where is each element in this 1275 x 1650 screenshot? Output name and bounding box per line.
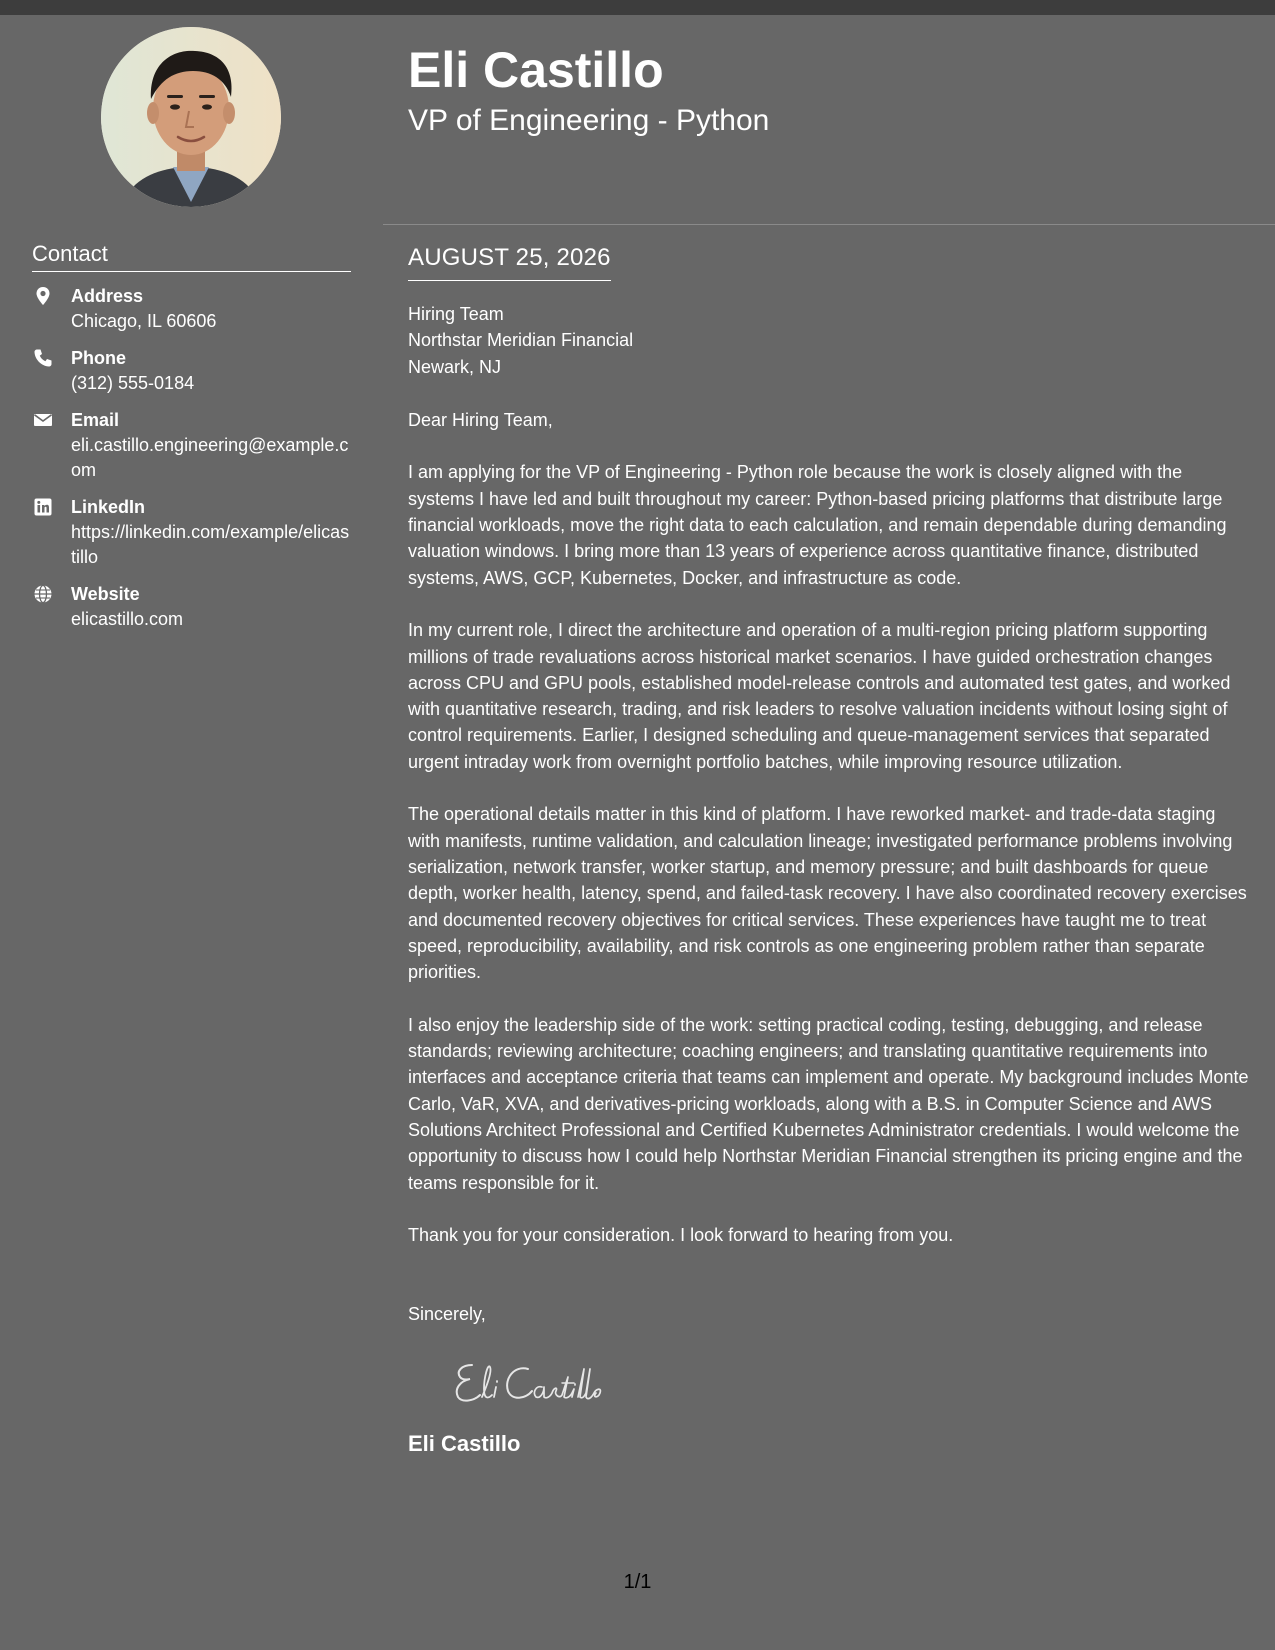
contact-label: Website — [71, 584, 140, 604]
contact-item-website — [32, 582, 352, 632]
candidate-title: VP of Engineering - Python — [408, 104, 770, 137]
contact-item-email — [32, 408, 352, 483]
location-pin-icon — [33, 286, 53, 306]
letter-paragraph: In my current role, I direct the architecture and operation of a multi-region pricing platform supporting millions of trade revaluations across historical market scenarios. I have guided orchestration changes across CPU and GPU pools, established model-release controls and automated test gates, and worked with quantitative research, trading, and risk leaders to resolve valuation incidents without losing sight of control requirements. Earlier, I designed scheduling and queue-management services that separated urgent intraday work from overnight portfolio batches, while improving resource utilization. — [408, 620, 1231, 772]
contact-label: Email — [71, 410, 120, 430]
profile-photo — [101, 27, 281, 207]
letter-paragraph: Thank you for your consideration. I look forward to hearing from you. — [408, 1225, 954, 1246]
recipient-line: Newark, NJ — [408, 356, 502, 377]
contact-value: eli.castillo.engineering@example.com — [71, 435, 349, 480]
contact-list — [32, 284, 352, 644]
contact-label: Phone — [71, 348, 127, 368]
page-number: 1/1 — [623, 1571, 652, 1593]
recipient-block — [408, 301, 1250, 380]
contact-label: LinkedIn — [71, 497, 146, 517]
recipient-line: Northstar Meridian Financial — [408, 330, 634, 351]
linkedin-icon — [33, 497, 53, 517]
letter-date: AUGUST 25, 2026 — [408, 242, 611, 281]
phone-icon — [33, 348, 53, 368]
closing: Sincerely, — [408, 1304, 486, 1325]
contact-item-phone — [32, 346, 352, 396]
candidate-name: Eli Castillo — [408, 42, 664, 98]
top-bar — [0, 0, 1275, 15]
contact-value: Chicago, IL 60606 — [71, 311, 217, 331]
letter-body — [408, 242, 1250, 1459]
contact-value: https://linkedin.com/example/elicastillo — [71, 522, 350, 567]
contact-value: elicastillo.com — [71, 609, 184, 629]
letter-paragraph: I am applying for the VP of Engineering - Python role because the work is closely aligned with the systems I have led and built throughout my career: Python-based pricing platforms that distribute large financial workloads, move the right data to each calculation, and remain dependable during demanding valuation windows. I bring more than 13 years of experience across quantitative finance, distributed systems, AWS, GCP, Kubernetes, Docker, and infrastructure as code. — [408, 462, 1227, 588]
envelope-icon — [33, 410, 53, 430]
contact-item-address — [32, 284, 352, 334]
contact-heading: Contact — [32, 240, 351, 272]
signer-name: Eli Castillo — [408, 1431, 521, 1457]
letter-paragraph: The operational details matter in this kind of platform. I have reworked market- and trade-data staging with manifests, runtime validation, and calculation lineage; investigated performance problems involving serialization, network transfer, worker startup, and memory pressure; and built dashboards for queue depth, worker health, latency, spend, and failed-task recovery. I have also coordinated recovery exercises and documented recovery objectives for critical services. These experiences have taught me to treat speed, reproducibility, availability, and risk controls as one engineering problem rather than separate priorities. — [408, 804, 1247, 983]
header-divider — [383, 224, 1275, 225]
handwritten-signature — [450, 1357, 630, 1407]
recipient-line: Hiring Team — [408, 304, 504, 324]
contact-value: (312) 555-0184 — [71, 373, 195, 393]
letter-paragraph: I also enjoy the leadership side of the work: setting practical coding, testing, debugging, and release standards; reviewing architecture; coaching engineers; and translating quantitative requirements into interfaces and acceptance criteria that teams can implement and operate. My background includes Monte Carlo, VaR, XVA, and derivatives-pricing workloads, along with a B.S. in Computer Science and AWS Solutions Architect Professional and Certified Kubernetes Administrator credentials. I would welcome the opportunity to discuss how I could help Northstar Meridian Financial strengthen its pricing engine and the teams responsible for it. — [408, 1014, 1249, 1193]
salutation: Dear Hiring Team, — [408, 409, 553, 430]
contact-item-linkedin — [32, 495, 352, 570]
globe-icon — [33, 584, 53, 604]
contact-label: Address — [71, 286, 144, 306]
